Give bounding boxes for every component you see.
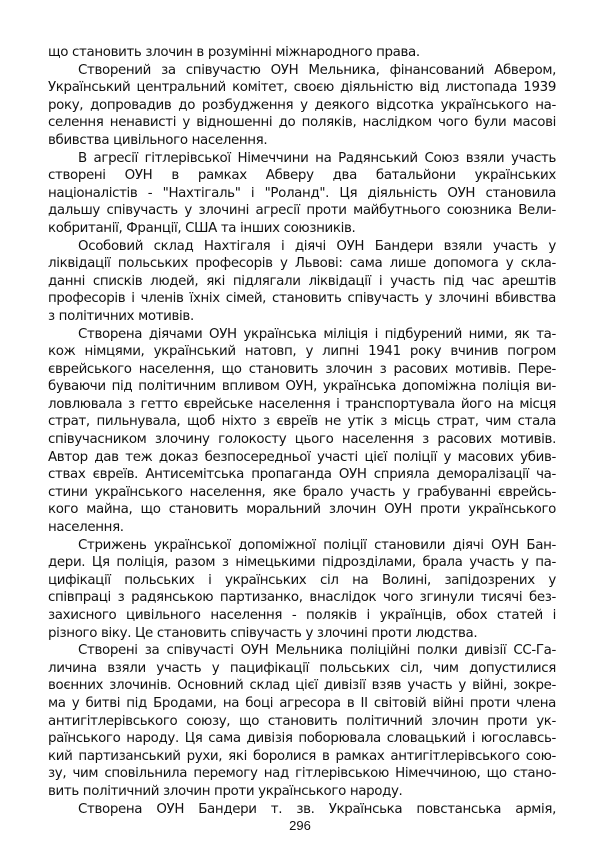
text-line: єврейського населення, що становить злочин з расових мотивів. Пере- (48, 361, 556, 377)
text-line: дери. Ця поліція, разом з німецькими підрозділами, брала участь у па- (48, 555, 556, 571)
text-line: кий партизанський рухи, які боролися в рамках антигітлерівського сою- (48, 748, 556, 764)
text-line: співучасником злочину голокосту цього населення з расових мотивів. (48, 432, 556, 448)
text-line: Особовий склад Нахтігаля і діячі ОУН Бандери взяли участь у (78, 238, 556, 254)
text-line: дальшу співучасть у злочині агресії проти майбутнього союзника Вели- (48, 203, 556, 219)
paragraph (48, 44, 556, 62)
page-body (48, 44, 556, 818)
paragraph (48, 801, 556, 819)
text-line: ма у битві під Бродами, на боці агресора в II світовій війні проти члена (48, 695, 556, 711)
text-line: зу, чим сповільнила перемогу над гітлерівською Німеччиною, що стано- (48, 766, 556, 782)
text-line: буваючи під політичним впливом ОУН, українська допоміжна поліція ви- (48, 379, 556, 395)
text-line: данні списків людей, які підлягали ліквідації і участь під час арештів (48, 273, 556, 289)
text-line: різного віку. Це становить співучасть у злочині проти людства. (48, 625, 478, 641)
text-line: Створена ОУН Бандери т. зв. Українська повстанська армія, (78, 801, 556, 817)
text-line: цифікації польських і українських сіл на Волині, запідозрених у (48, 572, 556, 588)
paragraph (48, 326, 556, 537)
text-line: з політичних мотивів. (48, 308, 194, 324)
text-line: селення ненависті у відношенні до поляків, наслідком чого були масові (48, 115, 556, 131)
text-line: Український центральний комітет, своєю діяльністю від листопада 1939 (48, 80, 556, 96)
paragraph (48, 238, 556, 326)
page-number: 296 (289, 818, 311, 833)
text-line: створені ОУН в рамках Абверу два батальйони українських (48, 168, 556, 184)
text-line: Створена діячами ОУН українська міліція і підбурений ними, як та- (78, 326, 556, 342)
text-line: року, допровадив до розбудження у деякого відсотка українського на- (48, 97, 556, 113)
text-line: націоналістів - "Нахтігаль" і "Роланд". Ця діяльність ОУН становила (48, 185, 556, 201)
text-line: населення. (48, 520, 124, 536)
text-line: ліквідації польських професорів у Львові: сама лише допомога у скла- (48, 256, 556, 272)
text-line: антигітлерівського союзу, що становить політичний злочин проти ук- (48, 713, 556, 729)
text-line: захисного цивільного населення - поляків і українців, обох статей і (48, 608, 556, 623)
text-line: кож німцями, український натовп, у липні 1941 року вчинив погром (48, 344, 556, 360)
text-line: вбивства цивільного населення. (48, 132, 268, 148)
text-line: кобританії, Франції, США та інших союзників. (48, 220, 356, 236)
paragraph (48, 62, 556, 150)
text-line: стини українського населення, яке брало участь у грабуванні єврейсь- (48, 484, 556, 500)
text-line: страт, пильнувала, щоб ніхто з євреїв не утік з місць страт, чим стала (48, 414, 556, 430)
text-line: Автор дав теж доказ безпосередньої участі цієї поліції у масових убив- (48, 449, 556, 465)
paragraph (48, 642, 556, 800)
text-line: ствах євреїв. Антисемітська пропаганда ОУН сприяла деморалізації ча- (48, 467, 556, 483)
paragraph (48, 150, 556, 238)
text-line: вить політичний злочин проти українського народу. (48, 783, 403, 799)
text-line: личина взяли участь у пацифікації польських сіл, чим допустилися (48, 660, 556, 676)
text-line: співпраці з радянською партизанко, внаслідок чого згинули тисячі без- (48, 590, 556, 606)
text-line: професорів і членів їхніх сімей, становить співучасть у злочині вбивства (48, 291, 556, 307)
text-line: Створений за співучастю ОУН Мельника, фінансований Абвером, (78, 62, 556, 78)
text-line: ловлювала з гетто єврейське населення і транспортувала його на місця (48, 396, 556, 412)
text-line: Створені за співучасті ОУН Мельника поліційні полки дивізії СС-Га- (78, 643, 556, 659)
text-line: що становить злочин в розумінні міжнародного права. (48, 45, 420, 60)
text-line: Стрижень української допоміжної поліції становили діячі ОУН Бан- (78, 537, 556, 553)
paragraph (48, 537, 556, 643)
text-line: кого майна, що становить моральний злочин ОУН проти українського (48, 502, 556, 518)
text-line: воєнних злочинів. Основний склад цієї дивізії взяв участь у війні, зокре- (48, 678, 556, 694)
text-line: раїнського народу. Ця сама дивізія поборювала словацький і югославсь- (48, 731, 556, 747)
text-line: В агресії гітлерівської Німеччини на Радянський Союз взяли участь (78, 150, 556, 166)
